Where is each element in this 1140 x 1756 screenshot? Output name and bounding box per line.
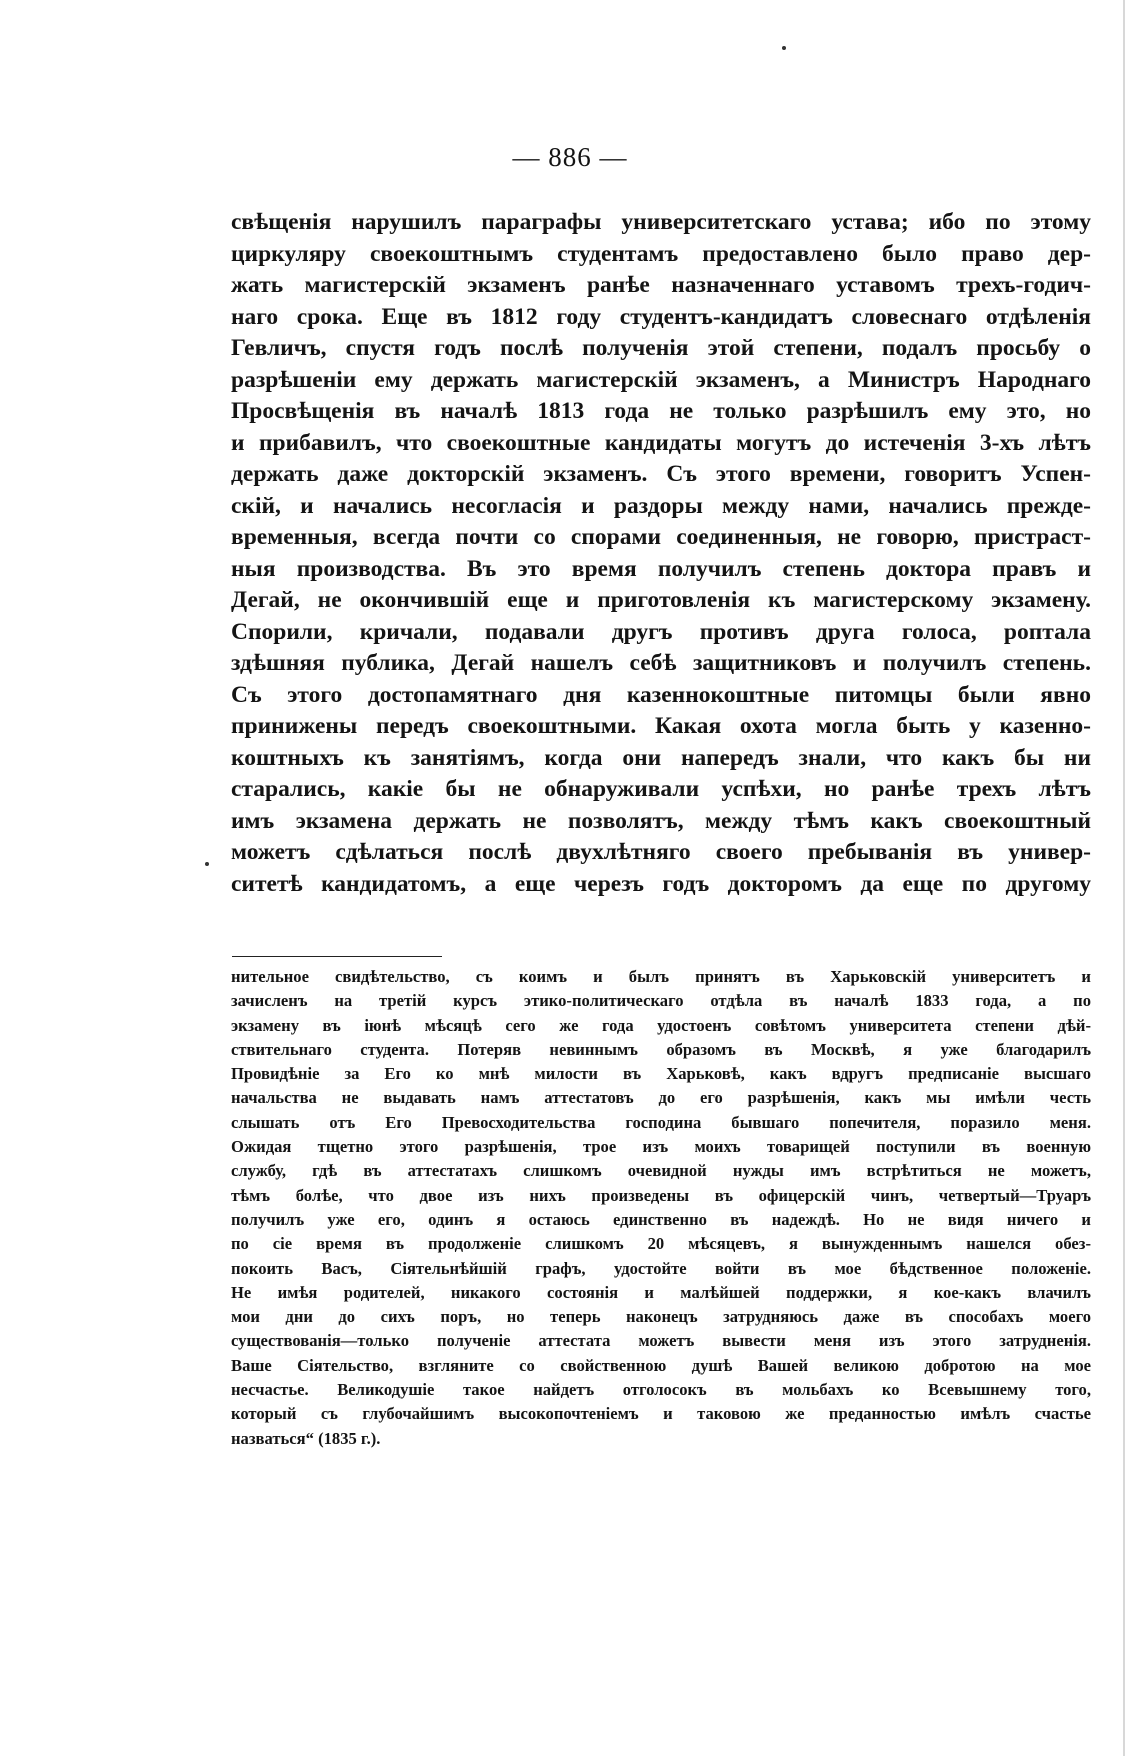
- footnote-line: службу, гдѣ въ аттестатахъ слишкомъ очевидной нужды имъ встрѣтиться не можетъ,: [231, 1161, 1091, 1181]
- body-text-line: Гевличъ, спустя годъ послѣ полученія этой степени, подалъ просьбу о: [231, 335, 1091, 361]
- footnote-line: назваться“ (1835 г.).: [231, 1428, 381, 1448]
- body-text-line: жать магистерскій экзаменъ ранѣе назначеннаго уставомъ трехъ-годич-: [231, 272, 1091, 298]
- scan-edge-line: [1123, 0, 1125, 1756]
- footnote-line: по сіе время въ продолженіе слишкомъ 20 мѣсяцевъ, я вынужденнымъ нашелся обез-: [231, 1234, 1091, 1254]
- body-text-line: разрѣшеніи ему держать магистерскій экзаменъ, а Министръ Народнаго: [231, 366, 1091, 393]
- footnote-text: [231, 965, 1091, 1451]
- body-text-line: Съ этого достопамятнаго дня казеннокоштные питомцы были явно: [231, 681, 1091, 708]
- footnote-line: Ваше Сіятельство, взгляните со свойственною душѣ Вашей великою добротою на мое: [231, 1355, 1091, 1375]
- body-text-line: ситетѣ кандидатомъ, а еще черезъ годъ докторомъ да еще по другому: [231, 870, 1091, 897]
- footnote-line: экзамену въ іюнѣ мѣсяцѣ сего же года удостоенъ совѣтомъ университета степени дѣй-: [231, 1015, 1091, 1035]
- body-text-line: Просвѣщенія въ началѣ 1813 года не только разрѣшилъ ему это, но: [231, 398, 1091, 424]
- body-text-line: скій, и начались несогласія и раздоры между нами, начались прежде-: [231, 492, 1091, 519]
- footnote-line: начальства не выдавать намъ аттестатовъ до его разрѣшенія, какъ мы имѣли честь: [231, 1088, 1091, 1108]
- footnote-line: существованія—только полученіе аттестата можетъ вывести меня изъ этого затрудненія.: [231, 1331, 1091, 1351]
- body-text-line: старались, какіе бы не обнаруживали успѣхи, но ранѣе трехъ лѣтъ: [231, 776, 1091, 802]
- footnote-line: получилъ уже его, одинъ я остаюсь единственно въ надеждѣ. Но не видя ничего и: [231, 1209, 1091, 1229]
- footnote-line: ствительнаго студента. Потеряв невиннымъ образомъ въ Москвѣ, я уже благодарилъ: [231, 1039, 1091, 1059]
- footnote-line: несчастье. Великодушіе такое найдетъ отголосокъ въ мольбахъ ко Всевышнему того,: [231, 1380, 1091, 1400]
- scan-speck: [782, 46, 786, 50]
- body-text-line: Дегай, не окончившій еще и приготовленія къ магистерскому экзамену.: [231, 587, 1091, 613]
- footnote-line: мои дни до сихъ поръ, но теперь наконецъ затрудняюсь даже въ способахъ моего: [231, 1307, 1091, 1327]
- body-text-line: имъ экзамена держать не позволятъ, между тѣмъ какъ своекоштный: [231, 807, 1091, 834]
- footnote-line: нительное свидѣтельство, съ коимъ и былъ принятъ въ Харьковскій университетъ и: [231, 967, 1091, 986]
- footnote-line: тѣмъ болѣе, что двое изъ нихъ произведены въ офицерскій чинъ, четвертый—Труаръ: [231, 1185, 1091, 1205]
- footnote-line: который съ глубочайшимъ высокопочтеніемъ и таковою же преданностью имѣлъ счастье: [231, 1404, 1091, 1424]
- body-text-line: и прибавилъ, что своекоштные кандидаты могутъ до истеченія 3-хъ лѣтъ: [231, 429, 1091, 456]
- footnote-line: слышать отъ Его Превосходительства господина бывшаго попечителя, поразило меня.: [231, 1112, 1091, 1132]
- footnote-divider: [232, 956, 442, 957]
- footnote-line: Ожидая тщетно этого разрѣшенія, трое изъ моихъ товарищей поступили въ военную: [231, 1137, 1091, 1157]
- body-text-line: наго срока. Еще въ 1812 году студентъ-кандидатъ словеснаго отдѣленія: [231, 303, 1091, 330]
- body-text-line: можетъ сдѣлаться послѣ двухлѣтняго своего пребыванія въ универ-: [231, 839, 1091, 865]
- scan-speck: [205, 862, 209, 866]
- page-number: — 886 —: [512, 142, 628, 172]
- body-text-line: держать даже докторскій экзаменъ. Съ этого времени, говоритъ Успен-: [231, 461, 1091, 487]
- body-text-line: ныя производства. Въ это время получилъ степень доктора правъ и: [231, 555, 1091, 582]
- body-text-line: здѣшняя публика, Дегай нашелъ себѣ защитниковъ и получилъ степень.: [231, 650, 1091, 676]
- body-text-line: свѣщенія нарушилъ параграфы университетскаго устава; ибо по этому: [231, 209, 1091, 235]
- footnote-line: Не имѣя родителей, никакого состоянія и малѣйшей поддержки, я кое-какъ влачилъ: [231, 1282, 1091, 1302]
- body-text-line: Спорили, кричали, подавали другъ противъ друга голоса, роптала: [231, 618, 1091, 645]
- body-text-line: циркуляру своекоштнымъ студентамъ предоставлено было право дер-: [231, 240, 1091, 267]
- footnote-line: Провидѣніе за Его ко мнѣ милости въ Харьковѣ, какъ вдругъ предписаніе высшаго: [231, 1064, 1091, 1084]
- body-text-line: принижены передъ своекоштными. Какая охота могла быть у казенно-: [231, 713, 1091, 739]
- footnote-line: покоить Васъ, Сіятельнѣйшій графъ, удостойте войти въ мое бѣдственное положеніе.: [231, 1258, 1091, 1278]
- body-text-line: временныя, всегда почти со спорами соединенныя, не говорю, пристраст-: [231, 524, 1091, 550]
- body-text-line: коштныхъ къ занятіямъ, когда они напередъ знали, что какъ бы ни: [231, 744, 1091, 771]
- main-body-text: [231, 207, 1091, 900]
- footnote-line: зачисленъ на третій курсъ этико-политическаго отдѣла въ началѣ 1833 года, а по: [231, 991, 1091, 1011]
